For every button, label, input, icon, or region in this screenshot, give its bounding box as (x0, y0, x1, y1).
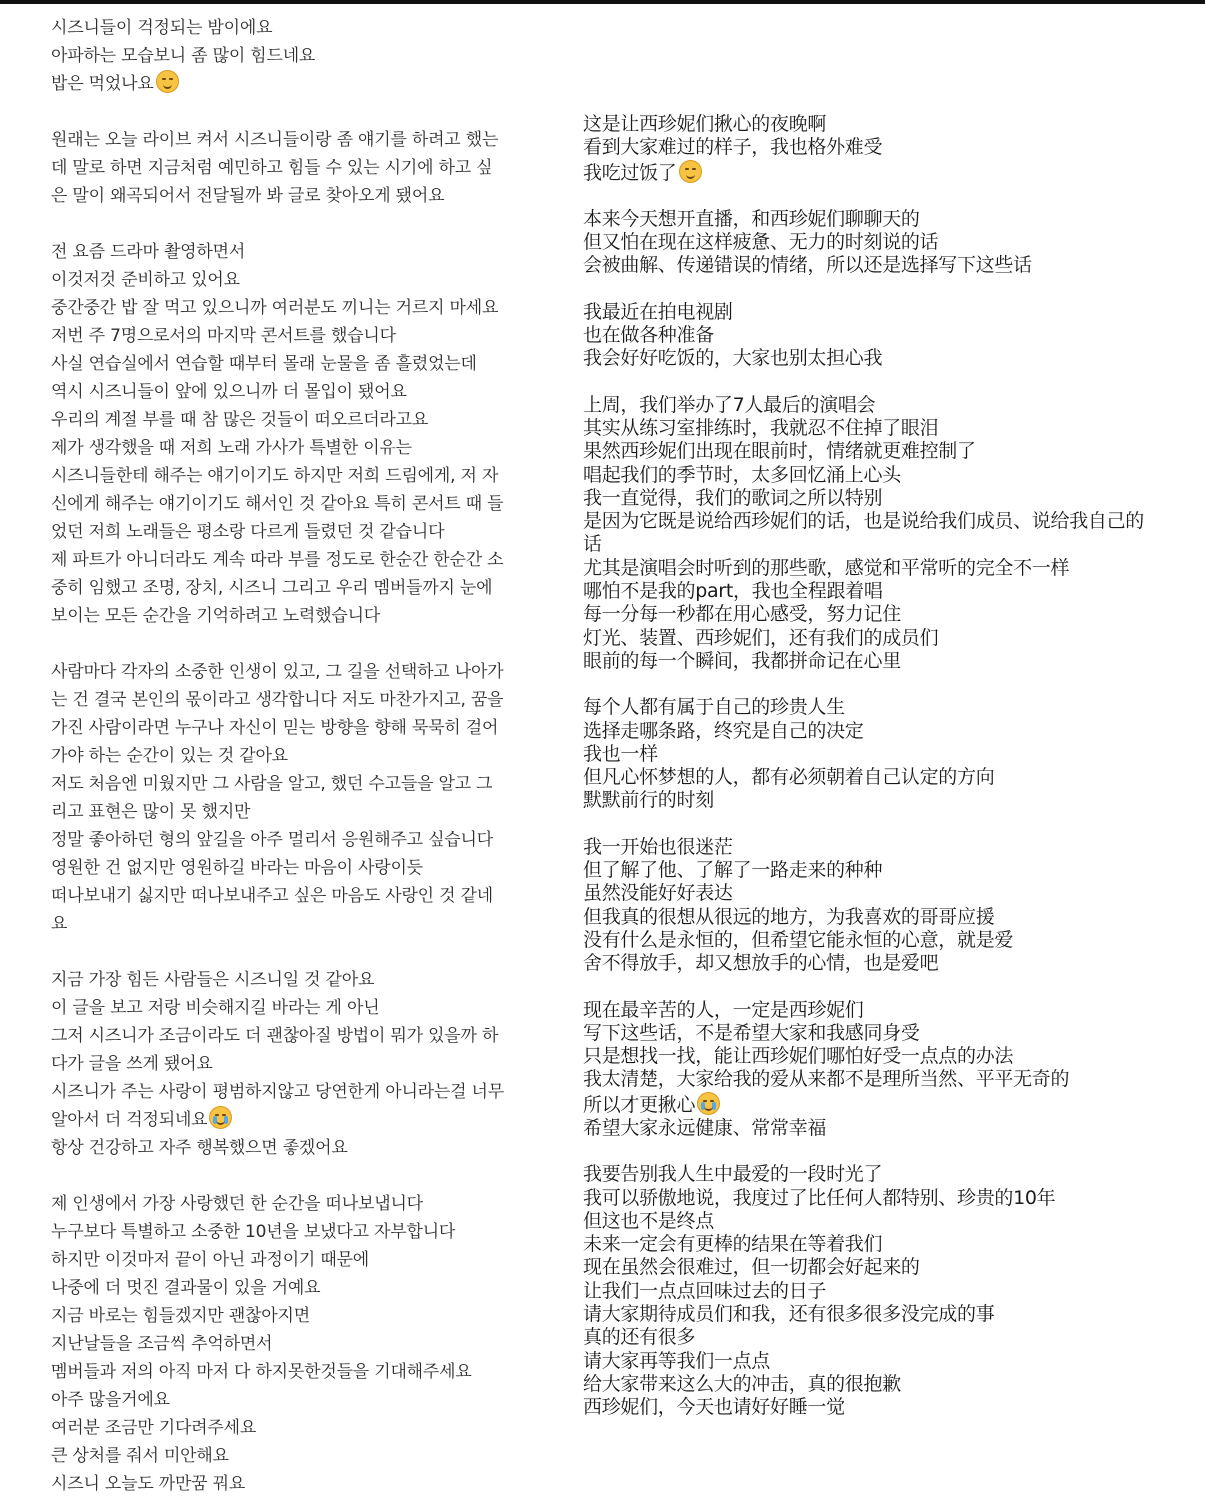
text-line: 但这也不是终点 (583, 1209, 714, 1232)
text-line: 가진 사람이라면 누구나 자신이 믿는 방향을 향해 묵묵히 걸어 (51, 718, 499, 738)
korean-paragraph-1 (51, 14, 551, 98)
text-line: 시즈니가 주는 사랑이 평범하지않고 당연한게 아니라는걸 너무 (51, 1082, 504, 1102)
text-line: 중히 임했고 조명, 장치, 시즈니 그리고 우리 멤버들까지 눈에 (51, 578, 493, 598)
chinese-paragraph-1 (583, 113, 1198, 185)
text-line: 写下这些话，不是希望大家和我感同身受 (583, 1021, 920, 1044)
text-line: 저도 처음엔 미웠지만 그 사람을 알고, 했던 수고들을 알고 그 (51, 774, 493, 794)
text-line (583, 1092, 1198, 1117)
text-line: 但我真的很想从很远的地方，为我喜欢的哥哥应援 (583, 905, 995, 928)
top-border (0, 0, 1205, 4)
chinese-paragraph-4 (583, 394, 1198, 674)
text-line: 现在最辛苦的人，一定是西珍妮们 (583, 998, 864, 1021)
text-line: 这是让西珍妮们揪心的夜晚啊 (583, 113, 827, 135)
text-line: 灯光、装置、西珍妮们，还有我们的成员们 (583, 626, 939, 649)
text-line: 哪怕不是我的part，我也全程跟着唱 (583, 580, 883, 603)
text-line: 리고 표현은 많이 못 했지만 (51, 802, 251, 822)
chinese-paragraph-7 (583, 999, 1198, 1141)
text-line (583, 160, 1198, 185)
text-line: 그저 시즈니가 조금이라도 더 괜찮아질 방법이 뭐가 있을까 하 (51, 1026, 499, 1046)
smiling-face-emoji-icon (679, 160, 702, 183)
text-line (51, 1106, 551, 1134)
korean-paragraph-4 (51, 658, 551, 938)
text-line: 제 인생에서 가장 사랑했던 한 순간을 떠나보냅니다 (51, 1194, 423, 1214)
text-line: 请大家期待成员们和我，还有很多很多没完成的事 (583, 1303, 995, 1326)
text-line: 시즈니 오늘도 까만꿈 꿔요 (51, 1474, 246, 1494)
text-line: 사실 연습실에서 연습할 때부터 몰래 눈물을 좀 흘렸었는데 (51, 354, 477, 374)
text-line: 但凡心怀梦想的人，都有必须朝着自己认定的方向 (583, 766, 995, 789)
text-line: 我一直觉得，我们的歌词之所以特别 (583, 486, 883, 509)
text-line: 사람마다 각자의 소중한 인생이 있고, 그 길을 선택하고 나아가 (51, 662, 504, 682)
text-line: 아주 많을거에요 (51, 1390, 170, 1410)
text-line: 가야 하는 순간이 있는 것 같아요 (51, 746, 288, 766)
text-line: 但了解了他、了解了一路走来的种种 (583, 859, 883, 882)
text-line: 我最近在拍电视剧 (583, 300, 733, 323)
text-line: 每个人都有属于自己的珍贵人生 (583, 696, 845, 719)
text-line: 请大家再等我们一点点 (583, 1349, 771, 1372)
text-line: 我太清楚，大家给我的爱从来都不是理所当然、平平无奇的 (583, 1068, 1070, 1091)
text-line: 영원한 건 없지만 영원하길 바라는 마음이 사랑이듯 (51, 858, 423, 878)
text-line: 默默前行的时刻 (583, 789, 714, 812)
text-line: 给大家带来这么大的冲击，真的很抱歉 (583, 1372, 901, 1395)
text-line: 중간중간 밥 잘 먹고 있으니까 여러분도 끼니는 거르지 마세요 (51, 298, 499, 318)
text-line: 나중에 더 멋진 결과물이 있을 거예요 (51, 1278, 321, 1298)
text-line: 没有什么是永恒的，但希望它能永恒的心意，就是爱 (583, 928, 1014, 951)
text-line: 尤其是演唱会时听到的那些歌，感觉和平常听的完全不一样 (583, 556, 1070, 579)
korean-paragraph-6 (51, 1190, 551, 1498)
text-line: 虽然没能好好表达 (583, 882, 733, 905)
text-line: 전 요즘 드라마 촬영하면서 (51, 242, 246, 262)
text-line: 话 (583, 533, 602, 556)
crying-face-emoji-icon (697, 1092, 720, 1115)
text-line: 舍不得放手，却又想放手的心情，也是爱吧 (583, 952, 939, 975)
text-line: 역시 시즈니들이 앞에 있으니까 더 몰입이 됐어요 (51, 382, 407, 402)
korean-paragraph-3 (51, 238, 551, 630)
text-line: 보이는 모든 순간을 기억하려고 노력했습니다 (51, 606, 381, 626)
text-line: 하지만 이것마저 끝이 아닌 과정이기 때문에 (51, 1250, 370, 1270)
text-line: 원래는 오늘 라이브 켜서 시즈니들이랑 좀 얘기를 하려고 했는 (51, 130, 499, 150)
text-line: 는 건 결국 본인의 몫이라고 생각합니다 저도 마찬가지고, 꿈을 (51, 690, 504, 710)
text-line: 누구보다 특별하고 소중한 10년을 보냈다고 자부합니다 (51, 1222, 456, 1242)
text-line: 每一分每一秒都在用心感受，努力记住 (583, 603, 901, 626)
text-line: 요 (51, 914, 68, 934)
text-line: 지난날들을 조금씩 추억하면서 (51, 1334, 273, 1354)
text-line: 我可以骄傲地说，我度过了比任何人都特别、珍贵的10年 (583, 1186, 1056, 1209)
relieved-face-emoji-icon (156, 70, 179, 93)
text-line: 이 글을 보고 저랑 비슷해지길 바라는 게 아닌 (51, 998, 380, 1018)
text-line: 정말 좋아하던 형의 앞길을 아주 멀리서 응원해주고 싶습니다 (51, 830, 493, 850)
text-line: 只是想找一找，能让西珍妮们哪怕好受一点点的办法 (583, 1045, 1014, 1068)
text-line: 也在做各种准备 (583, 324, 714, 347)
text-line: 이것저것 준비하고 있어요 (51, 270, 240, 290)
text-line: 아파하는 모습보니 좀 많이 힘드네요 (51, 46, 316, 66)
text-line: 제가 생각했을 때 저희 노래 가사가 특별한 이유는 (51, 438, 412, 458)
text-line: 看到大家难过的样子，我也格外难受 (583, 136, 883, 159)
text-line: 未来一定会有更棒的结果在等着我们 (583, 1233, 883, 1256)
text-line: 지금 가장 힘든 사람들은 시즈니일 것 같아요 (51, 970, 375, 990)
text-line: 本来今天想开直播，和西珍妮们聊聊天的 (583, 207, 920, 230)
text-line: 다가 글을 쓰게 됐어요 (51, 1054, 213, 1074)
text-line: 저번 주 7명으로서의 마지막 콘서트를 했습니다 (51, 326, 396, 346)
text-line (51, 70, 551, 98)
text-line: 西珍妮们，今天也请好好睡一觉 (583, 1396, 845, 1419)
text-line: 시즈니들한테 해주는 얘기이기도 하지만 저희 드림에게, 저 자 (51, 466, 499, 486)
chinese-paragraph-5 (583, 696, 1198, 812)
korean-paragraph-5 (51, 966, 551, 1162)
text-line: 었던 저희 노래들은 평소랑 다르게 들렸던 것 같습니다 (51, 522, 445, 542)
text-line: 신에게 해주는 얘기이기도 해서인 것 같아요 특히 콘서트 때 들 (51, 494, 504, 514)
text-line: 眼前的每一个瞬间，我都拼命记在心里 (583, 649, 901, 672)
text-line: 选择走哪条路，终究是自己的决定 (583, 719, 864, 742)
korean-paragraph-2 (51, 126, 551, 210)
text-line: 果然西珍妮们出现在眼前时，情绪就更难控制了 (583, 440, 976, 463)
text-line: 여러분 조금만 기다려주세요 (51, 1418, 257, 1438)
text-line: 希望大家永远健康、常常幸福 (583, 1116, 827, 1139)
text-segment: 所以才更揪心 (583, 1093, 696, 1116)
chinese-paragraph-6 (583, 836, 1198, 976)
chinese-paragraph-8 (583, 1163, 1198, 1419)
text-line: 데 말로 하면 지금처럼 예민하고 힘들 수 있는 시기에 하고 싶 (51, 158, 493, 178)
text-line: 但又怕在现在这样疲惫、无力的时刻说的话 (583, 231, 939, 254)
text-line: 真的还有很多 (583, 1326, 696, 1349)
text-line: 现在虽然会很难过，但一切都会好起来的 (583, 1256, 920, 1279)
text-line: 我一开始也很迷茫 (583, 835, 733, 858)
chinese-paragraph-3 (583, 301, 1198, 371)
text-line: 是因为它既是说给西珍妮们的话，也是说给我们成员、说给我自己的 (583, 510, 1145, 533)
text-line: 我会好好吃饭的，大家也别太担心我 (583, 347, 883, 370)
korean-message-column (51, 14, 551, 1498)
crying-face-emoji-icon (209, 1106, 232, 1129)
text-line: 우리의 계절 부를 때 참 많은 것들이 떠오르더라고요 (51, 410, 429, 430)
text-segment: 我吃过饭了 (583, 161, 677, 184)
text-line: 唱起我们的季节时，太多回忆涌上心头 (583, 463, 901, 486)
chinese-translation-column (583, 113, 1198, 1420)
text-segment: 밥은 먹었나요 (51, 74, 154, 94)
text-line: 멤버들과 저의 아직 마저 다 하지못한것들을 기대해주세요 (51, 1362, 472, 1382)
chinese-paragraph-2 (583, 208, 1198, 278)
text-line: 我要告别我人生中最爱的一段时光了 (583, 1163, 883, 1186)
text-line: 큰 상처를 줘서 미안해요 (51, 1446, 229, 1466)
text-line: 会被曲解、传递错误的情绪，所以还是选择写下这些话 (583, 254, 1032, 277)
text-line: 我也一样 (583, 742, 658, 765)
text-line: 让我们一点点回味过去的日子 (583, 1279, 827, 1302)
text-segment: 알아서 더 걱정되네요 (51, 1110, 208, 1130)
text-line: 떠나보내기 싫지만 떠나보내주고 싶은 마음도 사랑인 것 같네 (51, 886, 493, 906)
text-line: 제 파트가 아니더라도 계속 따라 부를 정도로 한순간 한순간 소 (51, 550, 504, 570)
text-line: 지금 바로는 힘들겠지만 괜찮아지면 (51, 1306, 310, 1326)
text-line: 은 말이 왜곡되어서 전달될까 봐 글로 찾아오게 됐어요 (51, 186, 445, 206)
text-line: 시즈니들이 걱정되는 밤이에요 (51, 18, 273, 38)
text-line: 上周，我们举办了7人最后的演唱会 (583, 393, 876, 416)
text-line: 항상 건강하고 자주 행복했으면 좋겠어요 (51, 1138, 348, 1158)
text-line: 其实从练习室排练时，我就忍不住掉了眼泪 (583, 416, 939, 439)
